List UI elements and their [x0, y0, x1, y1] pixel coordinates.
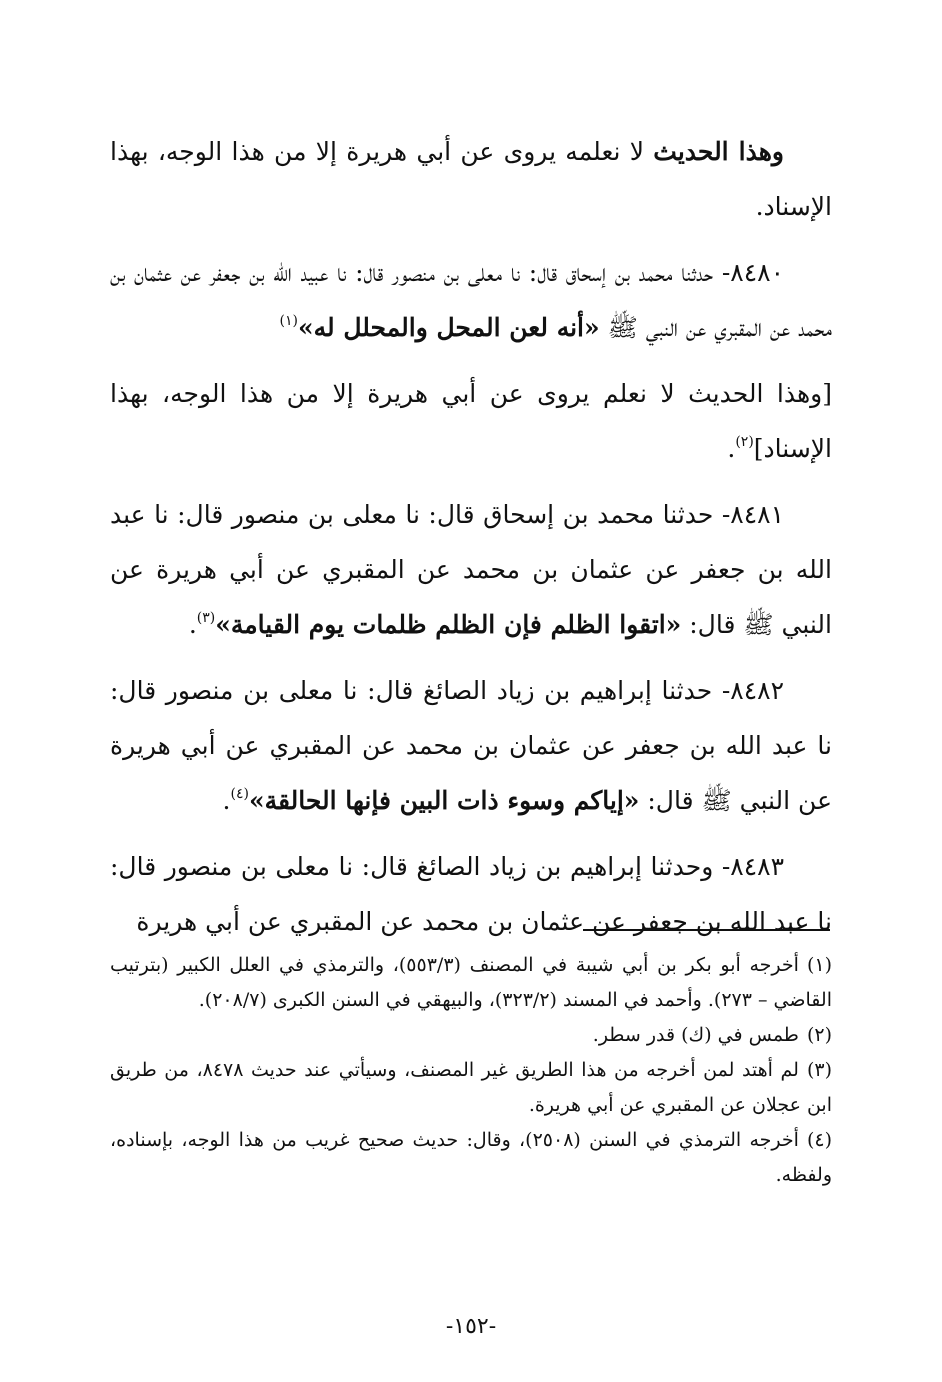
- paragraph-text: [وهذا الحديث لا نعلم يروى عن أبي هريرة إلا من هذا الوجه، بهذا الإسناد]: [110, 379, 832, 463]
- footnote-text: طمس في (ك) قدر سطر.: [592, 1024, 799, 1046]
- footnote-ref-2[interactable]: (٢): [735, 434, 754, 450]
- footnote-4: [110, 1123, 832, 1193]
- footnote-divider: [583, 929, 830, 931]
- footnote-text: لم أهتد لمن أخرجه من هذا الطريق غير المصنف، وسيأتي عند حديث ٨٤٧٨، من طريق ابن عجلان عن المقبري عن أبي هريرة.: [110, 1059, 832, 1116]
- footnote-ref-1[interactable]: (١): [279, 313, 298, 329]
- hadith-quote: «إياكم وسوء ذات البين فإنها الحالقة»: [248, 786, 640, 815]
- paragraph-text: ٨٤٨٢- حدثنا إبراهيم بن زياد الصائغ قال: نا معلى بن منصور قال: نا عبد الله بن جعفر عن عثمان بن محمد عن المقبري عن أبي هريرة عن النبي ﷺ قال:: [110, 676, 832, 815]
- page-number: -١٥٢-: [445, 1314, 497, 1339]
- hadith-quote: «أنه لعن المحل والمحلل له»: [298, 313, 600, 342]
- period: .: [727, 434, 736, 463]
- footnote-3: [110, 1053, 832, 1123]
- hadith-8483: [110, 839, 832, 949]
- footnote-text: أخرجه أبو بكر بن أبي شيبة في المصنف (٥٥٣/٣)، والترمذي في العلل الكبير (بترتيب القاضي – ٢٧٣). وأحمد في المسند (٣٢٣/٢)، والبيهقي في السنن الكبرى (٢٠٨/٧).: [110, 954, 832, 1011]
- paragraph-text: ٨٤٨٣- وحدثنا إبراهيم بن زياد الصائغ قال: نا معلى بن منصور قال: نا عبد الله بن جعفر عن عثمان بن محمد عن المقبري عن أبي هريرة: [110, 852, 832, 936]
- footnote-ref-3[interactable]: (٣): [196, 610, 216, 626]
- main-text: [110, 124, 832, 960]
- hadith-8480: [110, 245, 832, 355]
- footnote-number: (٤): [806, 1129, 832, 1151]
- hadith-quote: «اتقوا الظلم فإن الظلم ظلمات يوم القيامة»: [215, 610, 682, 639]
- hadith-8481: [110, 487, 832, 652]
- paragraph-1: [110, 124, 832, 234]
- paragraph-text: لا نعلمه يروى عن أبي هريرة إلا من هذا الوجه، بهذا الإسناد.: [110, 137, 832, 221]
- footnote-2: [110, 1018, 832, 1053]
- period: .: [222, 786, 231, 815]
- paragraph-3: [110, 366, 832, 476]
- footnote-number: (١): [806, 954, 832, 976]
- period: .: [188, 610, 197, 639]
- hadith-8482: [110, 663, 832, 828]
- footnote-ref-4[interactable]: (٤): [230, 786, 249, 802]
- bold-phrase: وهذا الحديث: [653, 137, 784, 166]
- paragraph-text: ٨٤٨١- حدثنا محمد بن إسحاق قال: نا معلى بن منصور قال: نا عبد الله بن جعفر عن عثمان بن محمد عن المقبري عن أبي هريرة عن النبي ﷺ قال:: [110, 500, 832, 639]
- paragraph-text: ٨٤٨٠- حدثنا محمد بن إسحاق قال: نا معلى بن منصور قال: نا عبيد الله بن جعفر عن عثمان بن محمد عن المقبري عن النبي ﷺ: [110, 258, 832, 342]
- footnote-number: (٢): [806, 1024, 832, 1046]
- footnote-1: [110, 948, 832, 1018]
- footnote-text: أخرجه الترمذي في السنن (٢٥٠٨)، وقال: حديث صحيح غريب من هذا الوجه، بإسناده، ولفظه.: [110, 1129, 832, 1186]
- footnote-number: (٣): [806, 1059, 833, 1081]
- footnotes: [110, 948, 832, 1193]
